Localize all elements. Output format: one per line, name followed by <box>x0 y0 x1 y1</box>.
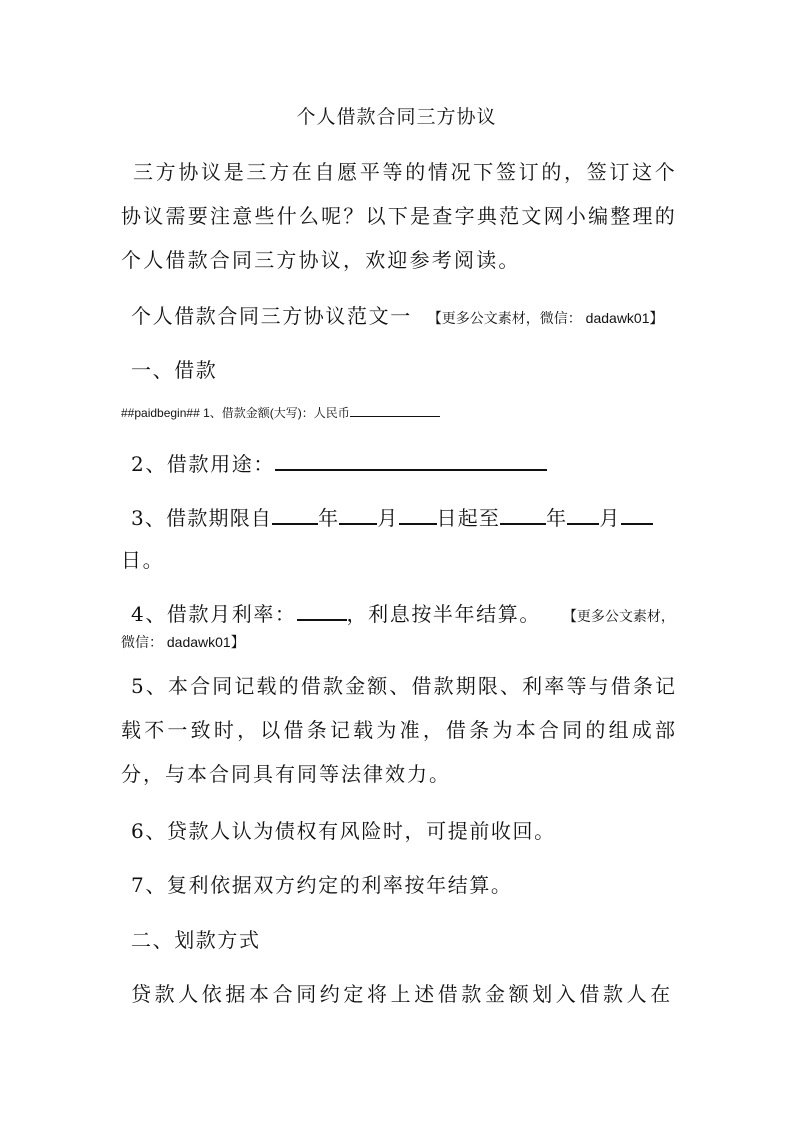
sample-heading-line <box>131 300 664 329</box>
start-month-blank <box>339 505 377 525</box>
promo-text: 【更多公文素材，微信： dadawk01】 <box>427 310 664 326</box>
item-4-end: ，利息按半年结算。 <box>346 602 541 626</box>
section-heading-loan: 一、借款 <box>131 358 218 382</box>
day-from-label: 日起至 <box>436 506 501 530</box>
end-month-blank <box>567 505 599 525</box>
item-3-start: 3、借款期限自 <box>131 506 273 530</box>
item-1-line <box>121 404 440 421</box>
year-label: 年 <box>318 506 340 530</box>
purpose-blank <box>275 451 547 471</box>
promo-text-2a: 【更多公文素材， <box>562 608 675 624</box>
end-day-blank <box>621 505 653 525</box>
item-3-line <box>131 502 653 531</box>
promo-text-2b: 微信： dadawk01】 <box>121 634 245 650</box>
start-year-blank <box>272 505 318 525</box>
item-7: 7、复利依据双方约定的利率按年结算。 <box>131 873 513 897</box>
item-5-paragraph: 5、本合同记载的借款金额、借款期限、利率等与借条记载不一致时，以借条记载为准，借条为本合同的组成部分，与本合同具有同等法律效力。 <box>121 674 677 786</box>
item-2-label: 2、借款用途： <box>131 452 275 476</box>
section-heading-transfer: 二、划款方式 <box>131 928 261 952</box>
item-4-line <box>131 598 675 627</box>
end-month-label: 月 <box>599 506 621 530</box>
item-3-end: 日。 <box>121 548 165 572</box>
end-year-blank <box>500 505 546 525</box>
item-6: 6、贷款人认为债权有风险时，可提前收回。 <box>131 819 556 843</box>
item-4-start: 4、借款月利率： <box>131 602 297 626</box>
document-title: 个人借款合同三方协议 <box>296 106 497 128</box>
month-label: 月 <box>377 506 399 530</box>
end-year-label: 年 <box>546 506 568 530</box>
item-1-text: 1、借款金额(大写)：人民币 <box>203 406 350 420</box>
rate-blank <box>297 601 347 621</box>
item-2-line <box>131 448 547 477</box>
final-paragraph: 贷款人依据本合同约定将上述借款金额划入借款人在 <box>131 982 674 1006</box>
amount-blank <box>350 404 440 417</box>
intro-paragraph: 三方协议是三方在自愿平等的情况下签订的，签订这个协议需要注意些什么呢？以下是查字典范文网小编整理的个人借款合同三方协议，欢迎参考阅读。 <box>121 160 677 272</box>
start-day-blank <box>399 505 437 525</box>
sample-heading: 个人借款合同三方协议范文一 <box>131 304 412 328</box>
paid-marker: ##paidbegin## <box>121 406 200 420</box>
